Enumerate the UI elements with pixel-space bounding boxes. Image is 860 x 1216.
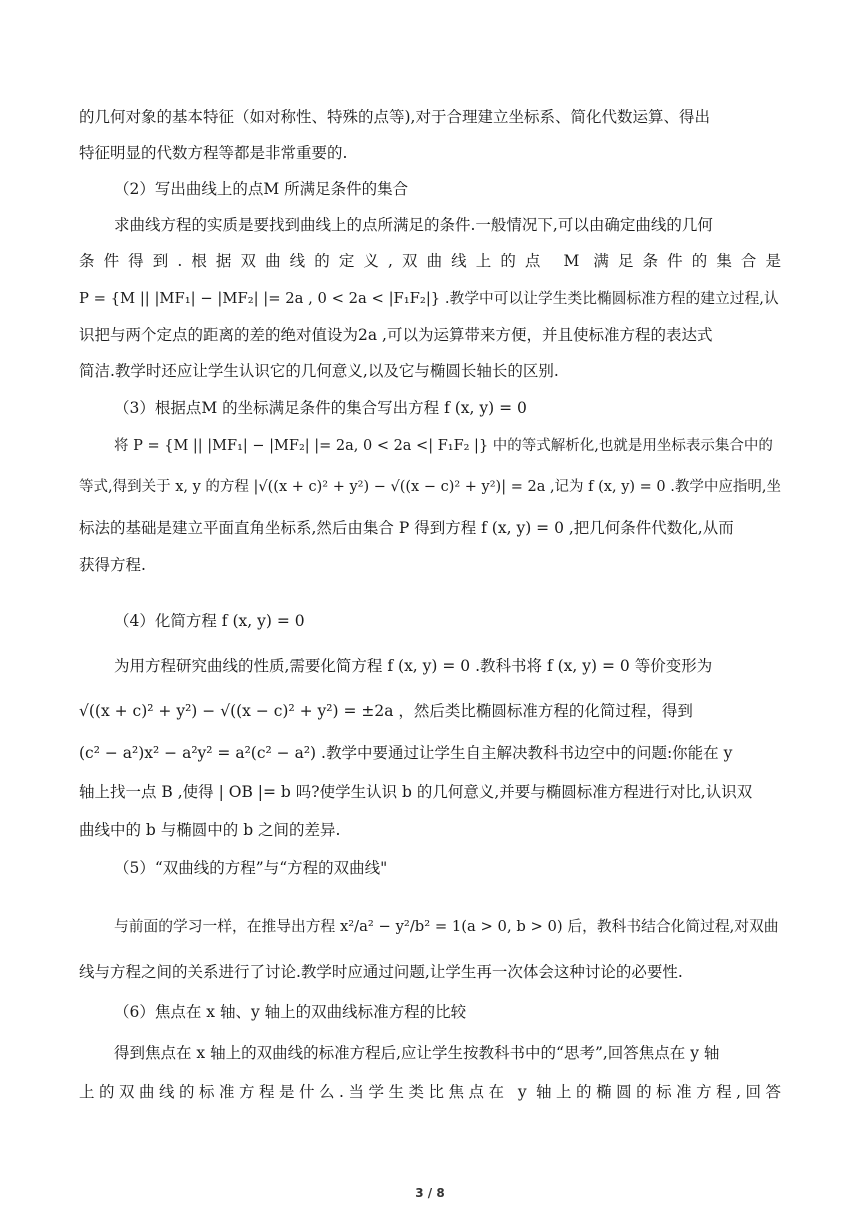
text-line: 线与方程之间的关系进行了讨论.教学时应通过问题,让学生再一次体会这种讨论的必要性. <box>79 963 683 981</box>
formula-line: 等式,得到关于 x, y 的方程 |√((x + c)² + y²) − √((x − c)² + y²)| = 2a ,记为 f (x, y) = 0 .教学中应指明,坐 <box>79 479 781 495</box>
section-heading: （4）化简方程 f (x, y) = 0 <box>114 612 305 630</box>
text-line: 条件得到.根据双曲线的定义,双曲线上的点 M 满足条件的集合是 <box>79 252 781 270</box>
text-line: 简洁.教学时还应让学生认识它的几何意义,以及它与椭圆长轴长的区别. <box>79 362 559 380</box>
section-heading: （2）写出曲线上的点M 所满足条件的集合 <box>114 180 409 198</box>
formula-line: 与前面的学习一样，在推导出方程 x²/a² − y²/b² = 1(a > 0, b > 0) 后，教科书结合化简过程,对双曲 <box>114 918 779 935</box>
text-line: 求曲线方程的实质是要找到曲线上的点所满足的条件.一般情况下,可以由确定曲线的几何 <box>114 216 713 234</box>
text-line: 的几何对象的基本特征（如对称性、特殊的点等),对于合理建立坐标系、简化代数运算、得出 <box>79 108 710 126</box>
text-line: 获得方程. <box>79 556 146 574</box>
text-line: 特征明显的代数方程等都是非常重要的. <box>79 144 348 162</box>
section-heading: （5）“双曲线的方程”与“方程的双曲线" <box>114 859 388 877</box>
text-line: 识把与两个定点的距离的差的绝对值设为2a ,可以为运算带来方便，并且使标准方程的表达式 <box>79 326 713 344</box>
text-line: 轴上找一点 B ,使得 | OB |= b 吗?使学生认识 b 的几何意义,并要与椭圆标准方程进行对比,认识双 <box>79 783 753 801</box>
section-heading: （3）根据点M 的坐标满足条件的集合写出方程 f (x, y) = 0 <box>114 399 527 417</box>
formula-line: P = {M || |MF₁| − |MF₂| |= 2a , 0 < 2a < |F₁F₂|} .教学中可以让学生类比椭圆标准方程的建立过程,认 <box>79 290 779 307</box>
text-line: 得到焦点在 x 轴上的双曲线的标准方程后,应让学生按教科书中的“思考”,回答焦点在 y 轴 <box>114 1044 720 1062</box>
text-line: 标法的基础是建立平面直角坐标系,然后由集合 P 得到方程 f (x, y) = 0 ,把几何条件代数化,从而 <box>79 519 734 537</box>
text-line: 上的双曲线的标准方程是什么.当学生类比焦点在 y 轴上的椭圆的标准方程,回答 <box>79 1083 781 1101</box>
text-line: 为用方程研究曲线的性质,需要化简方程 f (x, y) = 0 .教科书将 f (x, y) = 0 等价变形为 <box>114 657 713 675</box>
text-line: 曲线中的 b 与椭圆中的 b 之间的差异. <box>79 821 341 839</box>
formula-line: (c² − a²)x² − a²y² = a²(c² − a²) .教学中要通过让学生自主解决教科书边空中的问题:你能在 y <box>79 744 733 762</box>
formula-line: √((x + c)² + y²) − √((x − c)² + y²) = ±2a ，然后类比椭圆标准方程的化简过程，得到 <box>79 702 693 720</box>
page-number: 3 / 8 <box>415 1186 445 1200</box>
formula-line: 将 P = {M || |MF₁| − |MF₂| |= 2a, 0 < 2a <| F₁F₂ |} 中的等式解析化,也就是用坐标表示集合中的 <box>114 438 773 454</box>
section-heading: （6）焦点在 x 轴、y 轴上的双曲线标准方程的比较 <box>114 1003 467 1021</box>
